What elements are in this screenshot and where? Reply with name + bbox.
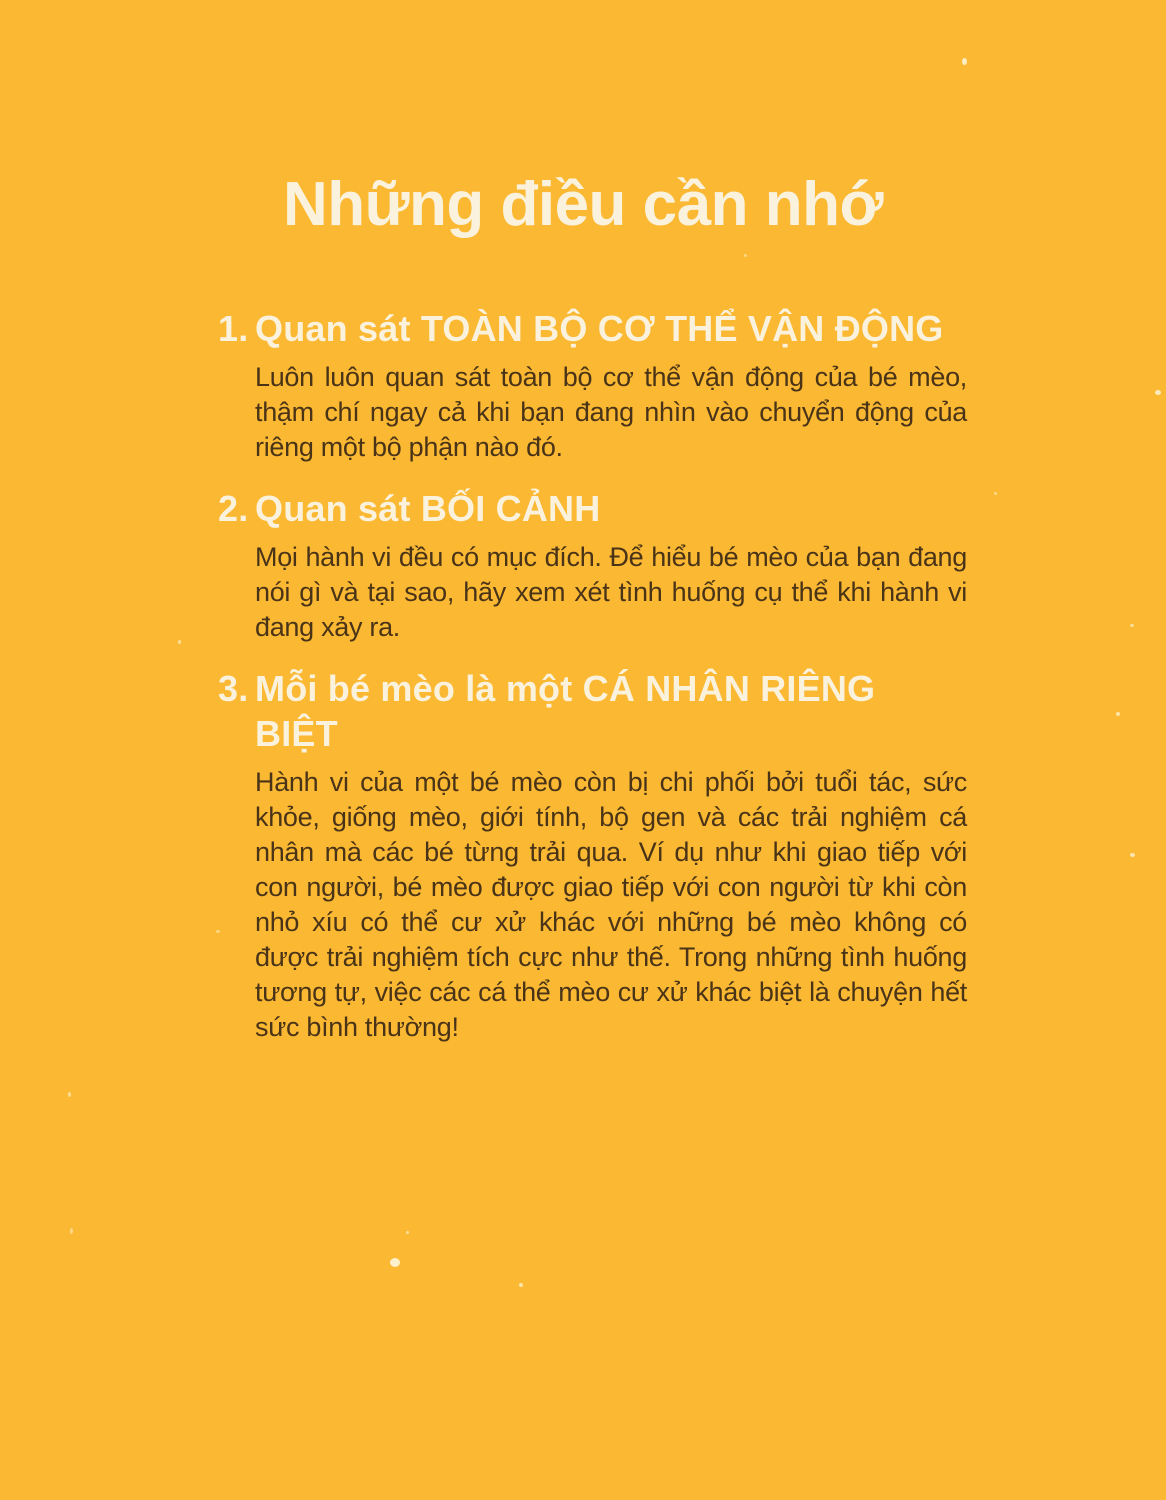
paper-speck: [1155, 390, 1161, 395]
section-2-body: Mọi hành vi đều có mục đích. Để hiểu bé mèo của bạn đang nói gì và tại sao, hãy xem xét tình huống cụ thể khi hành vi đang xảy ra.: [255, 542, 967, 643]
paper-speck: [519, 1283, 523, 1287]
paper-speck: [390, 1258, 400, 1267]
section-3-heading: [218, 666, 967, 756]
paper-speck: [1130, 853, 1135, 857]
section-1-heading-text: Quan sát TOÀN BỘ CƠ THỂ VẬN ĐỘNG: [255, 308, 944, 350]
paper-speck: [406, 1231, 409, 1234]
page-content: [218, 306, 967, 1045]
paper-speck: [994, 492, 997, 495]
paper-speck: [1116, 712, 1120, 716]
paper-speck: [744, 254, 747, 257]
paper-speck: [70, 1228, 73, 1234]
section-1: [218, 306, 967, 465]
section-1-body: Luôn luôn quan sát toàn bộ cơ thể vận động của bé mèo, thậm chí ngay cả khi bạn đang nhìn vào chuyển động của riêng một bộ phận nào đó.: [255, 362, 967, 463]
section-3-number: 3.: [218, 668, 249, 710]
paper-speck: [178, 640, 181, 644]
paper-speck: [1130, 624, 1134, 627]
section-1-heading: [218, 306, 967, 351]
section-2-number: 2.: [218, 488, 249, 530]
section-1-number: 1.: [218, 308, 249, 350]
section-2: [218, 486, 967, 645]
paper-speck: [68, 1092, 71, 1097]
section-2-heading: [218, 486, 967, 531]
section-2-heading-text: Quan sát BỐI CẢNH: [255, 488, 601, 530]
paper-speck: [216, 930, 220, 933]
page-title: Những điều cần nhớ: [282, 170, 884, 239]
section-3-heading-text: Mỗi bé mèo là một CÁ NHÂN RIÊNG BIỆT: [255, 668, 876, 755]
section-3-body: Hành vi của một bé mèo còn bị chi phối bởi tuổi tác, sức khỏe, giống mèo, giới tính, bộ gen và các trải nghiệm cá nhân mà các bé từng trải qua. Ví dụ như khi giao tiếp với con người, bé mèo được giao tiếp với con người từ khi còn nhỏ xíu có thể cư xử khác với những bé mèo không có được trải nghiệm tích cực như thế. Trong những tình huống tương tự, việc các cá thể mèo cư xử khác biệt là chuyện hết sức bình thường!: [255, 767, 967, 1043]
section-3: [218, 666, 967, 1045]
